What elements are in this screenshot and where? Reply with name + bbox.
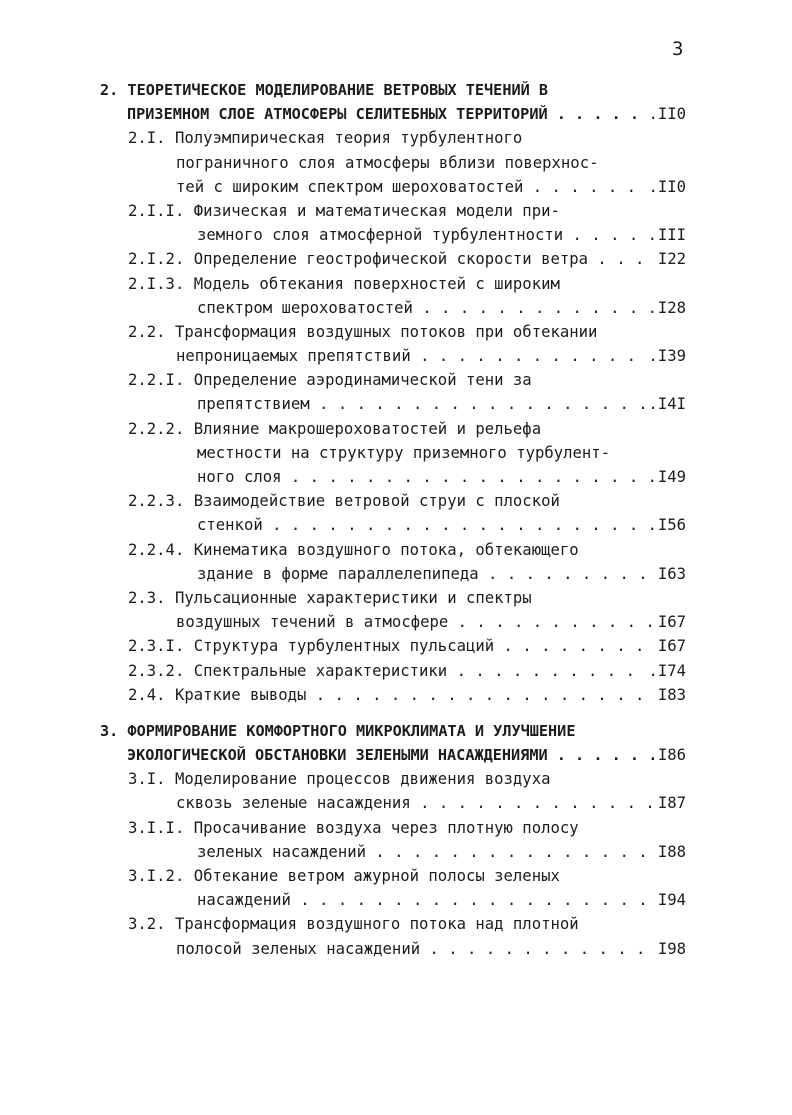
toc-line <box>0 320 792 344</box>
toc-page-number: I56 <box>654 513 686 537</box>
toc-entry-title: стенкой . . . <box>197 513 686 537</box>
toc-line <box>0 78 792 102</box>
toc-line <box>0 634 792 658</box>
toc-line <box>0 743 792 767</box>
toc-line <box>0 791 792 815</box>
toc-line <box>0 586 792 610</box>
toc-line <box>0 719 792 743</box>
toc-line <box>0 888 792 912</box>
toc-entry-sub <box>0 912 792 960</box>
toc-line <box>0 767 792 791</box>
toc-page-number: III <box>654 223 686 247</box>
toc-entry-title: 2.I.2. Определение геострофической скорости ветра . . . <box>128 247 686 271</box>
toc-line <box>0 513 792 537</box>
toc-line <box>0 392 792 416</box>
toc-line <box>0 864 792 888</box>
toc-entry-subsub <box>0 538 792 586</box>
toc-page-number: .I74 <box>644 659 686 683</box>
toc-entry-title: 2.I. Полуэмпирическая теория турбулентного <box>128 129 523 148</box>
toc-entry-title: 2.3.2. Спектральные характеристики . . . <box>128 659 686 683</box>
toc-entry-title: полосой зеленых насаждений . . . <box>176 937 686 961</box>
toc-entry-sub <box>0 586 792 634</box>
toc-entry-title: 2.I.3. Модель обтекания поверхностей с широким <box>128 274 560 293</box>
toc-line <box>0 538 792 562</box>
toc-entry-title: 3.I. Моделирование процессов движения воздуха <box>128 770 551 789</box>
toc-page-number: I94 <box>654 888 686 912</box>
toc-entry-title: 2.2.3. Взаимодействие ветровой струи с плоской <box>128 492 560 511</box>
table-of-contents <box>0 78 792 961</box>
page-number: 3 <box>672 38 684 60</box>
toc-line <box>0 441 792 465</box>
toc-entry-title: 2.I.I. Физическая и математическая модели при- <box>128 201 560 220</box>
toc-entry-subsub <box>0 659 792 683</box>
toc-entry-title: сквозь зеленые насаждения . . . <box>176 791 686 815</box>
toc-entry-title: 2.2.2. Влияние макрошероховатостей и рельефа <box>128 419 542 438</box>
toc-entry-subsub <box>0 634 792 658</box>
toc-line <box>0 199 792 223</box>
chapter-gap <box>0 707 792 719</box>
toc-line <box>0 126 792 150</box>
toc-entry-title: 2.3.I. Структура турбулентных пульсаций . . . <box>128 634 686 658</box>
toc-entry-sub <box>0 767 792 815</box>
toc-line <box>0 683 792 707</box>
toc-line <box>0 296 792 320</box>
toc-page-number: I83 <box>654 683 686 707</box>
toc-entry-title: ПРИЗЕМНОМ СЛОЕ АТМОСФЕРЫ СЕЛИТЕБНЫХ ТЕРРИТОРИЙ . . . <box>127 102 686 126</box>
toc-page-number: I22 <box>654 247 686 271</box>
toc-page-number: I49 <box>654 465 686 489</box>
toc-line <box>0 659 792 683</box>
toc-entry-sub <box>0 126 792 199</box>
toc-page-number: I86 <box>654 743 686 767</box>
toc-page-number: I63 <box>654 562 686 586</box>
toc-entry-title: спектром шероховатостей . . . <box>197 296 686 320</box>
toc-entry-sub <box>0 683 792 707</box>
toc-page-number: .II0 <box>644 175 686 199</box>
toc-line <box>0 562 792 586</box>
toc-page-number: I88 <box>654 840 686 864</box>
toc-entry-title: 3.I.I. Просачивание воздуха через плотную полосу <box>128 818 579 837</box>
toc-line <box>0 489 792 513</box>
toc-page-number: .I4I <box>644 392 686 416</box>
toc-entry-title: насаждений . . . <box>197 888 686 912</box>
toc-entry-title: земного слоя атмосферной турбулентности . . . <box>197 223 686 247</box>
toc-entry-title: пограничного слоя атмосферы вблизи поверхнос- <box>176 153 599 172</box>
toc-line <box>0 368 792 392</box>
toc-entry-title: 2.2.I. Определение аэродинамической тени за <box>128 371 532 390</box>
toc-entry-title: ного слоя . . . <box>197 465 686 489</box>
toc-page-number: I98 <box>654 937 686 961</box>
toc-entry-title: 2.4. Краткие выводы . . . <box>128 683 686 707</box>
toc-entry-title: тей с широким спектром шероховатостей . . . <box>176 175 686 199</box>
toc-entry-title: 2.2. Трансформация воздушных потоков при обтекании <box>128 322 598 341</box>
toc-page-number: I87 <box>654 791 686 815</box>
toc-entry-title: 2. ТЕОРЕТИЧЕСКОЕ МОДЕЛИРОВАНИЕ ВЕТРОВЫХ ТЕЧЕНИЙ В <box>100 81 549 99</box>
toc-line <box>0 102 792 126</box>
toc-page-number: .II0 <box>644 102 686 126</box>
toc-line <box>0 465 792 489</box>
toc-line <box>0 912 792 936</box>
toc-entry-title: зеленых насаждений . . . <box>197 840 686 864</box>
toc-line <box>0 417 792 441</box>
toc-line <box>0 151 792 175</box>
toc-entry-subsub <box>0 199 792 247</box>
toc-entry-title: воздушных течений в атмосфере . . . <box>176 610 686 634</box>
toc-entry-title: 3. ФОРМИРОВАНИЕ КОМФОРТНОГО МИКРОКЛИМАТА И УЛУЧШЕНИЕ <box>100 721 576 740</box>
toc-line <box>0 247 792 271</box>
toc-entry-subsub <box>0 247 792 271</box>
toc-entry-subsub <box>0 368 792 416</box>
toc-entry-title: 3.I.2. Обтекание ветром ажурной полосы зеленых <box>128 867 560 885</box>
toc-entry-subsub <box>0 864 792 912</box>
toc-page-number: .I39 <box>644 344 686 368</box>
toc-entry-sub <box>0 320 792 368</box>
toc-entry-title: 2.3. Пульсационные характеристики и спектры <box>128 588 532 607</box>
toc-page-number: I67 <box>654 634 686 658</box>
toc-entry-chapter <box>0 719 792 767</box>
toc-entry-title: ЭКОЛОГИЧЕСКОЙ ОБСТАНОВКИ ЗЕЛЕНЫМИ НАСАЖДЕНИЯМИ . . . <box>127 743 686 767</box>
toc-line <box>0 816 792 840</box>
toc-entry-subsub <box>0 489 792 537</box>
toc-entry-title: препятствием . . . <box>197 392 686 416</box>
toc-line <box>0 937 792 961</box>
toc-entry-title: здание в форме параллелепипеда . . . <box>197 562 686 586</box>
toc-entry-subsub <box>0 272 792 320</box>
toc-entry-title: 2.2.4. Кинематика воздушного потока, обтекающего <box>128 540 579 559</box>
toc-entry-subsub <box>0 417 792 490</box>
toc-line <box>0 344 792 368</box>
toc-entry-subsub <box>0 816 792 864</box>
toc-entry-title: 3.2. Трансформация воздушного потока над плотной <box>128 915 579 934</box>
toc-line <box>0 840 792 864</box>
toc-page-number: I28 <box>654 296 686 320</box>
toc-entry-title: непроницаемых препятствий . . . <box>176 344 686 368</box>
toc-entry-title: местности на структуру приземного турбулент- <box>197 443 611 462</box>
toc-line <box>0 610 792 634</box>
toc-line <box>0 223 792 247</box>
toc-page-number: I67 <box>654 610 686 634</box>
toc-entry-chapter <box>0 78 792 126</box>
toc-line <box>0 175 792 199</box>
toc-line <box>0 272 792 296</box>
